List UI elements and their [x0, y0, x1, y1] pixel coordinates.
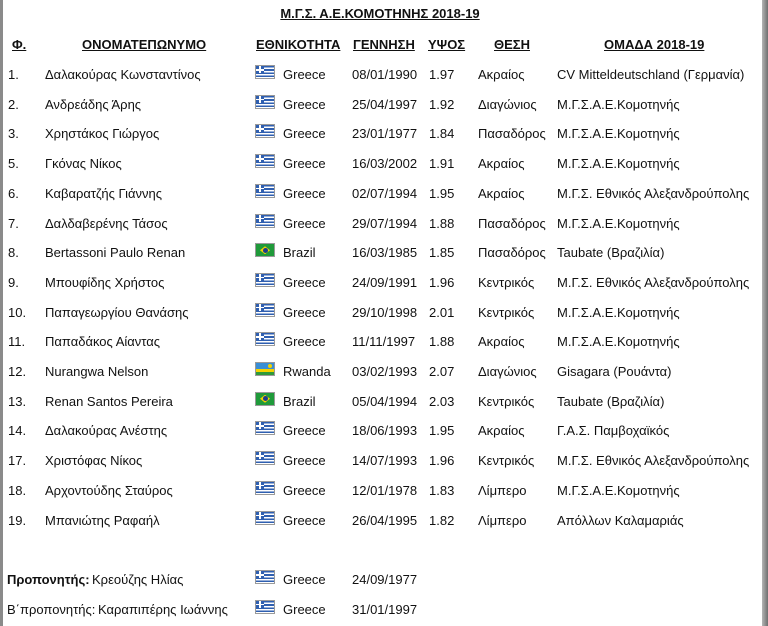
player-birthdate: 03/02/1993	[352, 364, 418, 379]
player-birthdate: 29/10/1998	[352, 304, 418, 320]
staff-nationality: Greece	[283, 572, 326, 587]
player-name: Παπαδάκος Αίαντας	[45, 334, 160, 350]
player-position: Λίμπερο	[478, 512, 527, 528]
player-position: Κεντρικός	[478, 304, 535, 320]
player-number: 11.	[8, 334, 26, 350]
player-position: Ακραίος	[478, 156, 525, 172]
player-height: 1.97	[429, 67, 455, 82]
player-number: 9.	[8, 274, 19, 290]
player-number: 5.	[8, 156, 19, 172]
brazil-flag-icon	[255, 392, 275, 406]
player-position: Διαγώνιος	[478, 96, 537, 112]
player-nationality: Greece	[283, 215, 326, 231]
table-row	[0, 334, 760, 354]
header-position: ΘΕΣΗ	[494, 37, 530, 52]
staff-name: Καραπιπέρης Ιωάννης	[98, 601, 228, 617]
player-number: 1.	[8, 67, 19, 82]
player-nationality: Greece	[283, 423, 326, 439]
player-height: 1.82	[429, 512, 455, 528]
header-birth: ΓΕΝΝΗΣΗ	[353, 37, 415, 52]
player-height: 1.88	[429, 215, 455, 231]
player-name: Δαλδαβερένης Τάσος	[45, 215, 168, 231]
player-birthdate: 14/07/1993	[352, 453, 418, 469]
greece-flag-icon	[255, 303, 275, 317]
player-birthdate: 02/07/1994	[352, 185, 418, 201]
player-nationality: Greece	[283, 156, 326, 172]
table-row	[0, 156, 760, 176]
greece-flag-icon	[255, 451, 275, 465]
header-team: ΟΜΑΔΑ 2018-19	[604, 37, 705, 52]
table-row	[0, 186, 760, 206]
header-name: ΟΝΟΜΑΤΕΠΩΝΥΜΟ	[82, 37, 207, 52]
player-birthdate: 25/04/1997	[352, 96, 418, 112]
greece-flag-icon	[255, 481, 275, 495]
player-birthdate: 29/07/1994	[352, 215, 418, 231]
player-height: 1.91	[429, 156, 455, 172]
player-height: 2.01	[429, 304, 455, 320]
player-number: 7.	[8, 215, 19, 231]
player-position: Κεντρικός	[478, 274, 535, 290]
player-birthdate: 08/01/1990	[352, 67, 418, 82]
player-birthdate: 23/01/1977	[352, 126, 418, 142]
player-position: Ακραίος	[478, 67, 525, 82]
greece-flag-icon	[255, 95, 275, 109]
staff-birthdate: 24/09/1977	[352, 572, 418, 587]
player-height: 1.96	[429, 274, 455, 290]
player-name: Δαλακούρας Ανέστης	[45, 423, 168, 439]
player-team: Taubate (Βραζιλία)	[557, 245, 665, 261]
greece-flag-icon	[255, 570, 275, 584]
player-number: 14.	[8, 423, 27, 439]
player-number: 2.	[8, 96, 19, 112]
player-name: Μπανιώτης Ραφαήλ	[45, 512, 160, 528]
greece-flag-icon	[255, 124, 275, 138]
player-position: Λίμπερο	[478, 482, 527, 498]
player-number: 12.	[8, 364, 27, 379]
scrollbar-edge	[762, 0, 768, 626]
player-height: 1.84	[429, 126, 455, 142]
player-height: 2.07	[429, 364, 455, 379]
player-birthdate: 11/11/1997	[352, 334, 416, 350]
header-height: ΥΨΟΣ	[428, 37, 466, 52]
player-team: Μ.Γ.Σ.Α.Ε.Κομοτηνής	[557, 215, 680, 231]
table-row	[0, 394, 760, 414]
player-number: 13.	[8, 393, 27, 409]
player-height: 1.95	[429, 423, 455, 439]
player-nationality: Greece	[283, 453, 326, 469]
player-name: Nurangwa Nelson	[45, 364, 149, 379]
greece-flag-icon	[255, 600, 275, 614]
player-position: Πασαδόρος	[478, 126, 546, 142]
player-name: Δαλακούρας Κωνσταντίνος	[45, 67, 201, 82]
staff-birthdate: 31/01/1997	[352, 601, 418, 617]
player-number: 17.	[8, 453, 27, 469]
player-name: Renan Santos Pereira	[45, 393, 173, 409]
player-team: Μ.Γ.Σ.Α.Ε.Κομοτηνής	[557, 96, 680, 112]
player-name: Ανδρεάδης Άρης	[45, 96, 142, 112]
player-name: Χρηστάκος Γιώργος	[45, 126, 160, 142]
player-nationality: Rwanda	[283, 364, 331, 379]
player-birthdate: 16/03/2002	[352, 156, 418, 172]
player-height: 2.03	[429, 393, 455, 409]
table-row	[0, 216, 760, 236]
player-position: Πασαδόρος	[478, 245, 546, 261]
player-birthdate: 05/04/1994	[352, 393, 418, 409]
staff-nationality: Greece	[283, 601, 326, 617]
player-name: Αρχοντούδης Σταύρος	[45, 482, 173, 498]
player-team: Μ.Γ.Σ. Εθνικός Αλεξανδρούπολης	[557, 453, 750, 469]
player-nationality: Greece	[283, 274, 326, 290]
table-row	[0, 126, 760, 146]
player-team: CV Mitteldeutschland (Γερμανία)	[557, 67, 745, 82]
table-row	[0, 513, 760, 533]
table-row	[0, 453, 760, 473]
table-row	[0, 97, 760, 117]
player-nationality: Brazil	[283, 245, 316, 261]
player-height: 1.83	[429, 482, 455, 498]
player-team: Μ.Γ.Σ.Α.Ε.Κομοτηνής	[557, 334, 680, 350]
player-team: Μ.Γ.Σ.Α.Ε.Κομοτηνής	[557, 156, 680, 172]
table-row	[0, 483, 760, 503]
player-nationality: Greece	[283, 96, 326, 112]
greece-flag-icon	[255, 65, 275, 79]
rwanda-flag-icon	[255, 362, 275, 376]
player-name: Μπουφίδης Χρήστος	[45, 274, 165, 290]
player-team: Απόλλων Καλαμαριάς	[557, 512, 684, 528]
player-position: Κεντρικός	[478, 453, 535, 469]
player-nationality: Greece	[283, 185, 326, 201]
player-number: 19.	[8, 512, 27, 528]
player-team: Μ.Γ.Σ. Εθνικός Αλεξανδρούπολης	[557, 185, 750, 201]
player-team: Μ.Γ.Σ.Α.Ε.Κομοτηνής	[557, 304, 680, 320]
player-nationality: Greece	[283, 482, 326, 498]
player-team: Gisagara (Ρουάντα)	[557, 364, 672, 379]
greece-flag-icon	[255, 421, 275, 435]
player-number: 6.	[8, 185, 19, 201]
player-number: 10.	[8, 304, 27, 320]
player-nationality: Greece	[283, 334, 326, 350]
player-birthdate: 24/09/1991	[352, 274, 418, 290]
player-team: Γ.Α.Σ. Παμβοχαϊκός	[557, 423, 670, 439]
player-height: 1.95	[429, 185, 455, 201]
greece-flag-icon	[255, 332, 275, 346]
player-name: Χριστόφας Νίκος	[45, 453, 143, 469]
staff-row	[0, 602, 760, 622]
player-position: Ακραίος	[478, 423, 525, 439]
player-height: 1.92	[429, 96, 455, 112]
player-birthdate: 16/03/1985	[352, 245, 418, 261]
player-name: Γκόνας Νίκος	[45, 156, 122, 172]
brazil-flag-icon	[255, 243, 275, 257]
staff-role: Β΄προπονητής:	[7, 601, 96, 617]
player-team: Taubate (Βραζιλία)	[557, 393, 665, 409]
player-position: Ακραίος	[478, 185, 525, 201]
player-birthdate: 26/04/1995	[352, 512, 418, 528]
player-position: Κεντρικός	[478, 393, 535, 409]
greece-flag-icon	[255, 511, 275, 525]
table-row	[0, 67, 760, 87]
player-position: Ακραίος	[478, 334, 525, 350]
player-number: 8.	[8, 245, 19, 261]
player-nationality: Greece	[283, 67, 326, 82]
player-team: Μ.Γ.Σ.Α.Ε.Κομοτηνής	[557, 482, 680, 498]
player-position: Διαγώνιος	[478, 364, 537, 379]
greece-flag-icon	[255, 273, 275, 287]
player-nationality: Greece	[283, 512, 326, 528]
greece-flag-icon	[255, 154, 275, 168]
player-name: Παπαγεωργίου Θανάσης	[45, 304, 189, 320]
table-row	[0, 423, 760, 443]
player-name: Bertassoni Paulo Renan	[45, 245, 186, 261]
player-nationality: Brazil	[283, 393, 316, 409]
player-height: 1.88	[429, 334, 455, 350]
greece-flag-icon	[255, 184, 275, 198]
player-height: 1.85	[429, 245, 455, 261]
player-name: Καβαρατζής Γιάννης	[45, 185, 162, 201]
table-row	[0, 245, 760, 265]
player-number: 18.	[8, 482, 27, 498]
table-row	[0, 305, 760, 325]
table-row	[0, 275, 760, 295]
staff-role: Προπονητής:	[7, 572, 90, 587]
player-team: Μ.Γ.Σ.Α.Ε.Κομοτηνής	[557, 126, 680, 142]
header-num: Φ.	[12, 37, 27, 52]
player-number: 3.	[8, 126, 19, 142]
greece-flag-icon	[255, 214, 275, 228]
player-height: 1.96	[429, 453, 455, 469]
player-nationality: Greece	[283, 304, 326, 320]
table-row	[0, 364, 760, 384]
player-nationality: Greece	[283, 126, 326, 142]
player-team: Μ.Γ.Σ. Εθνικός Αλεξανδρούπολης	[557, 274, 750, 290]
header-nationality: ΕΘΝΙΚΟΤΗΤΑ	[256, 37, 341, 52]
player-birthdate: 12/01/1978	[352, 482, 418, 498]
player-birthdate: 18/06/1993	[352, 423, 418, 439]
staff-row	[0, 572, 760, 592]
staff-name: Κρεούζης Ηλίας	[92, 572, 184, 587]
page-title: Μ.Γ.Σ. Α.Ε.ΚΟΜΟΤΗΝΗΣ 2018-19	[280, 6, 480, 21]
player-position: Πασαδόρος	[478, 215, 546, 231]
